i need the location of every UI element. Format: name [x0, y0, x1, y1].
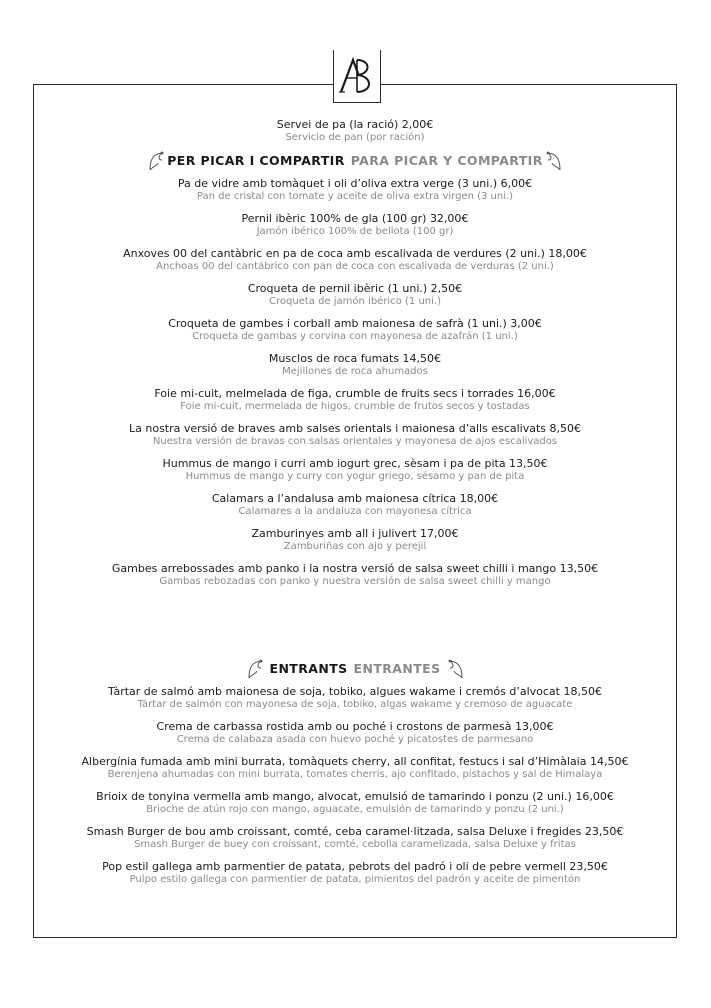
- item-catalan: Albergínia fumada amb mini burrata, tomàquets cherry, all confitat, festucs i sal d’Himàlaia 14,50€: [81, 755, 629, 768]
- item-catalan: Pop estil gallega amb parmentier de patata, pebrots del padró i oli de pebre vermell 23,50€: [102, 860, 608, 873]
- item-spanish: Nuestra versión de bravas con salsas orientales y mayonesa de ajos escalivados: [152, 436, 558, 447]
- item-spanish: Crema de calabaza asada con huevo poché y picatostes de parmesano: [176, 734, 534, 745]
- section-title-catalan: ENTRANTS: [269, 661, 348, 676]
- item-catalan: Crema de carbassa rostida amb ou poché i crostons de parmesà 13,00€: [156, 720, 554, 733]
- ornament-right-icon: [446, 658, 464, 680]
- item-spanish: Pulpo estilo gallega con parmentier de patata, pimientos del padrón y aceite de pimentón: [129, 874, 581, 885]
- list-item: [33, 492, 677, 518]
- bread-item: [33, 118, 677, 144]
- section-spacer: [33, 597, 677, 657]
- item-spanish: Servicio de pan (por ración): [285, 132, 425, 143]
- item-catalan: Pa de vidre amb tomàquet i oli d’oliva extra verge (3 uni.) 6,00€: [177, 177, 533, 190]
- item-spanish: Foie mi-cuit, mermelada de higos, crumble de frutos secos y tostadas: [180, 401, 530, 412]
- item-catalan: Pernil ibèric 100% de gla (100 gr) 32,00€: [241, 212, 469, 225]
- item-spanish: Pan de cristal con tomate y aceite de oliva extra virgen (3 uni.): [196, 191, 514, 202]
- list-item: [33, 422, 677, 448]
- list-item: [33, 527, 677, 553]
- item-catalan: Calamars a l’andalusa amb maionesa cítrica 18,00€: [211, 492, 499, 505]
- item-spanish: Smash Burger de buey con croissant, comté, cebolla caramelizada, salsa Deluxe y fritas: [134, 839, 576, 850]
- ab-monogram-icon: [337, 54, 377, 98]
- item-catalan: Gambes arrebossades amb panko i la nostra versió de salsa sweet chilli i mango 13,50€: [111, 562, 599, 575]
- menu-content: [33, 118, 677, 895]
- item-catalan: Zamburinyes amb all i julivert 17,00€: [251, 527, 459, 540]
- list-item: [33, 177, 677, 203]
- logo: [333, 50, 381, 103]
- list-item: [33, 247, 677, 273]
- list-item: [33, 825, 677, 851]
- item-spanish: Hummus de mango y curry con yogur griego, sésamo y pan de pita: [185, 471, 525, 482]
- list-item: [33, 317, 677, 343]
- section-title-spanish: PARA PICAR Y COMPARTIR: [350, 153, 543, 168]
- item-spanish: Tártar de salmón con mayonesa de soja, tobiko, algas wakame y cremoso de aguacate: [137, 699, 573, 710]
- ornament-right-icon: [544, 150, 562, 172]
- section-heading-picar: [33, 153, 677, 173]
- section-title-catalan: PER PICAR I COMPARTIR: [167, 153, 345, 168]
- list-item: [33, 755, 677, 781]
- item-catalan: Tàrtar de salmó amb maionesa de soja, tobiko, algues wakame i cremós d’alvocat 18,50€: [108, 685, 602, 698]
- item-spanish: Berenjena ahumadas con mini burrata, tomates cherris, ajo confitado, pistachos y sal de Himalaya: [107, 769, 603, 780]
- list-item: [33, 282, 677, 308]
- item-spanish: Jamón ibérico 100% de bellota (100 gr): [256, 226, 454, 237]
- item-spanish: Brioche de atún rojo con mango, aguacate, emulsión de tamarindo y ponzu (2 uni.): [146, 804, 564, 815]
- list-item: [33, 212, 677, 238]
- item-catalan: Foie mi-cuit, melmelada de figa, crumble de fruits secs i torrades 16,00€: [154, 387, 556, 400]
- list-item: [33, 562, 677, 588]
- item-catalan: Croqueta de gambes i corball amb maionesa de safrà (1 uni.) 3,00€: [168, 317, 542, 330]
- item-catalan: Hummus de mango i curri amb iogurt grec, sèsam i pa de pita 13,50€: [162, 457, 548, 470]
- list-item: [33, 790, 677, 816]
- item-catalan: Croqueta de pernil ibèric (1 uni.) 2,50€: [247, 282, 463, 295]
- list-item: [33, 352, 677, 378]
- item-spanish: Croqueta de jamón ibérico (1 uni.): [269, 296, 441, 307]
- item-spanish: Zamburiñas con ajo y perejil: [283, 541, 427, 552]
- list-item: [33, 685, 677, 711]
- item-catalan: Anxoves 00 del cantàbric en pa de coca amb escalivada de verdures (2 uni.) 18,00€: [123, 247, 587, 260]
- list-item: [33, 457, 677, 483]
- item-spanish: Croqueta de gambas y corvina con mayonesa de azafrán (1 uni.): [192, 331, 518, 342]
- item-catalan: Smash Burger de bou amb croissant, comté, ceba caramel·litzada, salsa Deluxe i fregides 23,50€: [86, 825, 624, 838]
- list-item: [33, 860, 677, 886]
- item-spanish: Gambas rebozadas con panko y nuestra versión de salsa sweet chilli y mango: [159, 576, 551, 587]
- item-spanish: Anchoas 00 del cantábrico con pan de coca con escalivada de verduras (2 uni.): [156, 261, 554, 272]
- section-heading-entrants: [33, 661, 677, 681]
- item-spanish: Mejillones de roca ahumados: [282, 366, 428, 377]
- ornament-left-icon: [148, 150, 166, 172]
- list-item: [33, 720, 677, 746]
- item-catalan: Musclos de roca fumats 14,50€: [268, 352, 442, 365]
- item-catalan: Brioix de tonyina vermella amb mango, alvocat, emulsió de tamarindo i ponzu (2 uni.) 16,00€: [96, 790, 614, 803]
- ornament-left-icon: [247, 658, 265, 680]
- item-catalan: Servei de pa (la ració) 2,00€: [276, 118, 434, 131]
- item-spanish: Calamares a la andaluza con mayonesa cítrica: [238, 506, 472, 517]
- item-catalan: La nostra versió de braves amb salses orientals i maionesa d’alls escalivats 8,50€: [129, 422, 581, 435]
- list-item: [33, 387, 677, 413]
- section-title-spanish: ENTRANTES: [353, 661, 441, 676]
